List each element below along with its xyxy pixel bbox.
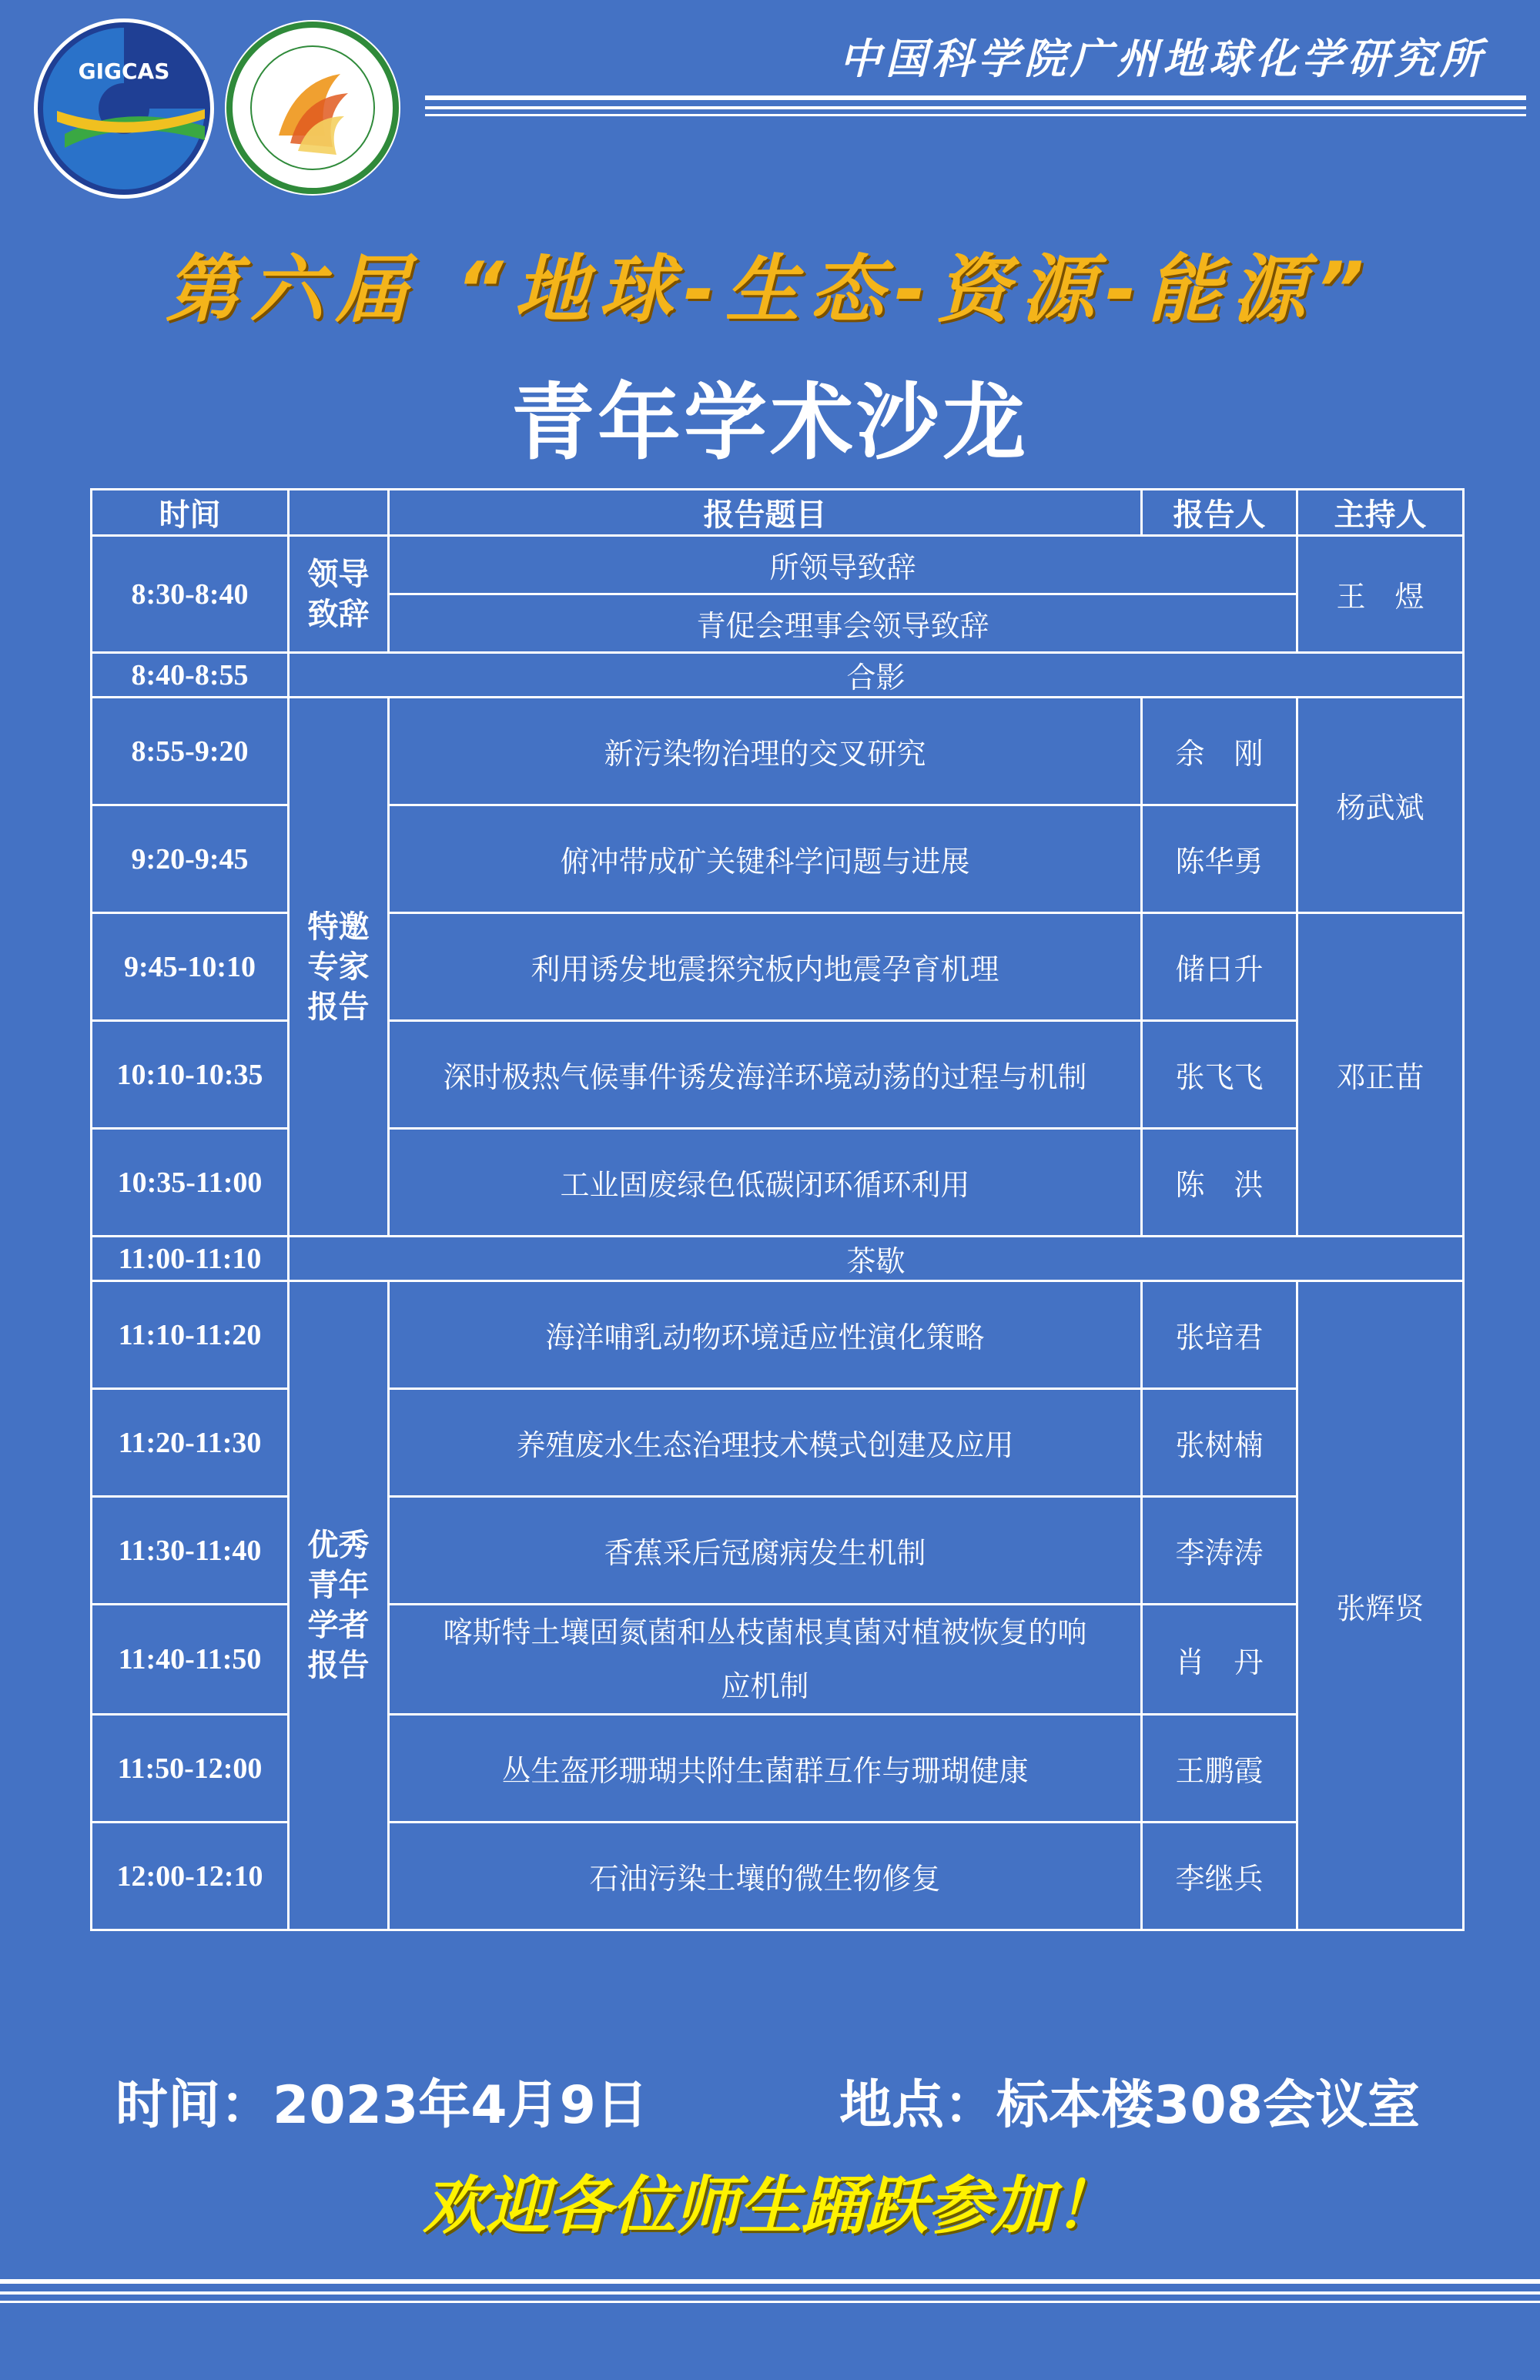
table-row — [92, 653, 1464, 698]
header-divider-1 — [425, 95, 1526, 100]
row-speaker: 张飞飞 — [1142, 1021, 1297, 1129]
header-host: 主持人 — [1297, 490, 1464, 536]
row-host: 邓正苗 — [1297, 913, 1464, 1237]
row-speaker: 储日升 — [1142, 913, 1297, 1021]
row-host: 王 煜 — [1297, 536, 1464, 653]
row-time: 11:50-12:00 — [92, 1715, 289, 1823]
gigcas-logo-text: GIGCAS — [78, 59, 170, 84]
row-speaker: 余 刚 — [1142, 698, 1297, 805]
event-title: 第六届 “地球-生态-资源-能源” — [165, 246, 1375, 333]
footer-divider-1 — [0, 2279, 1540, 2284]
event-date: 时间：2023年4月9日 — [116, 2075, 648, 2136]
row-time: 10:35-11:00 — [92, 1129, 289, 1237]
table-row — [92, 1281, 1464, 1389]
row-topic: 合影 — [289, 653, 1464, 698]
row-speaker: 张培君 — [1142, 1281, 1297, 1389]
header-divider-3 — [425, 114, 1526, 116]
table-row — [92, 536, 1464, 594]
row-topic: 香蕉采后冠腐病发生机制 — [389, 1497, 1142, 1605]
row-time: 8:30-8:40 — [92, 536, 289, 653]
row-topic: 养殖废水生态治理技术模式创建及应用 — [389, 1389, 1142, 1497]
table-header-row — [92, 490, 1464, 536]
row-speaker: 王鹏霞 — [1142, 1715, 1297, 1823]
event-subtitle: 青年学术沙龙 — [511, 375, 1029, 471]
row-time: 11:10-11:20 — [92, 1281, 289, 1389]
row-time: 11:00-11:10 — [92, 1237, 289, 1281]
row-speaker: 陈 洪 — [1142, 1129, 1297, 1237]
row-topic: 海洋哺乳动物环境适应性演化策略 — [389, 1281, 1142, 1389]
row-topic: 石油污染土壤的微生物修复 — [389, 1823, 1142, 1930]
row-speaker: 李继兵 — [1142, 1823, 1297, 1930]
section-young: 优秀青年学者报告 — [289, 1281, 389, 1930]
gigcas-logo — [34, 18, 214, 199]
yipa-logo — [225, 20, 400, 196]
row-topic: 所领导致辞 — [389, 536, 1297, 594]
schedule-table — [90, 488, 1465, 1931]
header-divider-2 — [425, 106, 1526, 109]
row-time: 12:00-12:10 — [92, 1823, 289, 1930]
footer-divider-2 — [0, 2291, 1540, 2295]
section-leader: 领导致辞 — [289, 536, 389, 653]
row-time: 10:10-10:35 — [92, 1021, 289, 1129]
row-speaker: 李涛涛 — [1142, 1497, 1297, 1605]
row-topic: 茶歇 — [289, 1237, 1464, 1281]
row-speaker: 张树楠 — [1142, 1389, 1297, 1497]
row-topic: 喀斯特土壤固氮菌和丛枝菌根真菌对植被恢复的响应机制 — [389, 1605, 1142, 1715]
section-experts: 特邀专家报告 — [289, 698, 389, 1237]
event-location: 地点：标本楼308会议室 — [839, 2075, 1420, 2136]
row-time: 11:20-11:30 — [92, 1389, 289, 1497]
row-topic: 丛生盔形珊瑚共附生菌群互作与珊瑚健康 — [389, 1715, 1142, 1823]
welcome-message: 欢迎各位师生踊跃参加！ — [423, 2170, 1117, 2243]
row-topic: 利用诱发地震探究板内地震孕育机理 — [389, 913, 1142, 1021]
institute-name: 中国科学院广州地球化学研究所 — [839, 35, 1486, 83]
header-category — [289, 490, 389, 536]
table-row — [92, 698, 1464, 805]
header-topic: 报告题目 — [389, 490, 1142, 536]
row-time: 11:40-11:50 — [92, 1605, 289, 1715]
header-speaker: 报告人 — [1142, 490, 1297, 536]
footer-divider-3 — [0, 2301, 1540, 2303]
header-time: 时间 — [92, 490, 289, 536]
row-time: 11:30-11:40 — [92, 1497, 289, 1605]
row-topic: 工业固废绿色低碳闭环循环利用 — [389, 1129, 1142, 1237]
row-topic: 青促会理事会领导致辞 — [389, 594, 1297, 653]
row-host: 张辉贤 — [1297, 1281, 1464, 1930]
row-time: 9:45-10:10 — [92, 913, 289, 1021]
row-speaker: 肖 丹 — [1142, 1605, 1297, 1715]
table-row — [92, 1237, 1464, 1281]
row-host: 杨武斌 — [1297, 698, 1464, 913]
row-time: 8:55-9:20 — [92, 698, 289, 805]
row-topic: 新污染物治理的交叉研究 — [389, 698, 1142, 805]
row-topic: 深时极热气候事件诱发海洋环境动荡的过程与机制 — [389, 1021, 1142, 1129]
row-time: 9:20-9:45 — [92, 805, 289, 913]
row-time: 8:40-8:55 — [92, 653, 289, 698]
row-topic: 俯冲带成矿关键科学问题与进展 — [389, 805, 1142, 913]
row-speaker: 陈华勇 — [1142, 805, 1297, 913]
